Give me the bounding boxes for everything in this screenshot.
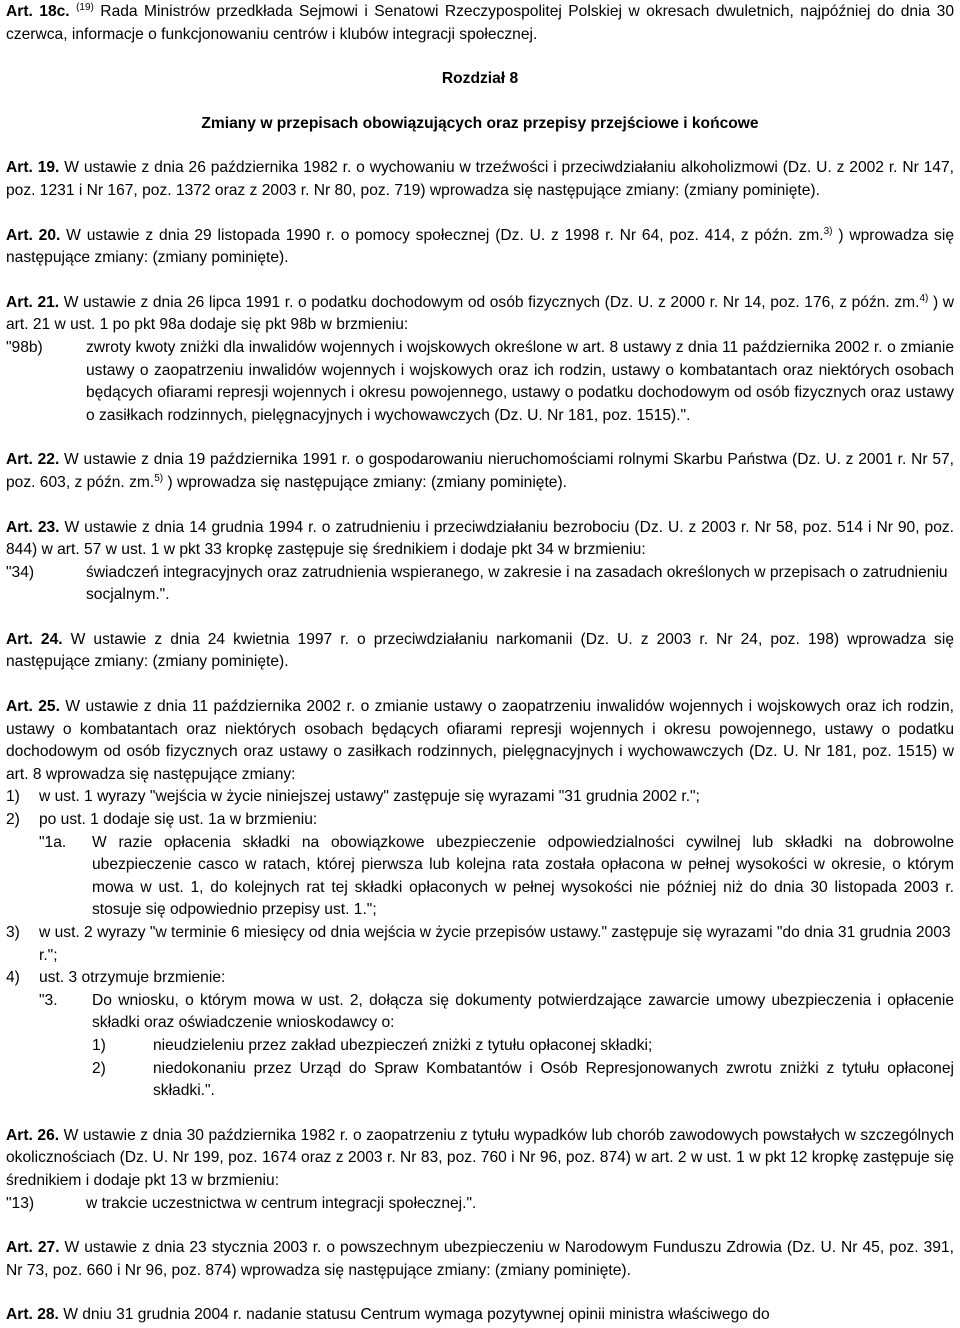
quote-label: "98b) <box>6 338 43 356</box>
quote-label: "13) <box>6 1194 35 1212</box>
art-21 <box>6 292 954 337</box>
quote-text: Do wniosku, o którym mowa w ust. 2, dołącza się dokumenty potwierdzające zawarcie umowy ubezpieczenia i opłacenie składki oraz oświadczenie wnioskodawcy o: <box>92 991 954 1032</box>
chapter-number: Rozdział 8 <box>441 70 519 88</box>
art-text-cont: ) wprowadza się następujące zmiany: (zmiany pominięte). <box>163 473 568 491</box>
art-27 <box>6 1237 954 1282</box>
point-text: nieudzieleniu przez zakład ubezpieczeń zniżki z tytułu opłaconej składki; <box>153 1036 653 1054</box>
quoted-provision <box>6 832 954 922</box>
art-26 <box>6 1125 954 1193</box>
list-item-label: 2) <box>6 811 20 829</box>
art-number: Art. 18c. <box>6 3 70 20</box>
quote-label: "1a. <box>39 833 67 851</box>
footnote-ref[interactable]: 3) <box>823 225 833 237</box>
quote-text: w trakcie uczestnictwa w centrum integracji społecznej.". <box>86 1194 477 1212</box>
quote-label: "3. <box>39 991 58 1009</box>
quoted-provision <box>6 337 954 427</box>
list-item <box>6 809 954 832</box>
art-28 <box>6 1304 954 1327</box>
list-item <box>6 922 954 967</box>
list-item-label: 4) <box>6 969 20 987</box>
point-label: 2) <box>92 1059 106 1077</box>
art-22 <box>6 449 954 494</box>
art-text: W ustawie z dnia 26 lipca 1991 r. o podatku dochodowym od osób fizycznych (Dz. U. z 2000 r. Nr 14, poz. 176, z późn. zm. <box>59 293 920 311</box>
list-item-text: po ust. 1 dodaje się ust. 1a w brzmieniu: <box>39 811 318 829</box>
list-item <box>6 967 954 990</box>
art-24 <box>6 629 954 674</box>
art-25 <box>6 696 954 786</box>
art-23 <box>6 517 954 562</box>
art-text-cont: ) w art. 21 w ust. 1 po pkt 98a dodaje się pkt 98b w brzmieniu: <box>6 293 954 334</box>
art-text: W ustawie z dnia 30 października 1982 r. o zaopatrzeniu z tytułu wypadków lub chorób zawodowych powstałych w szczególnych okolicznościach (Dz. U. Nr 199, poz. 1674 oraz z 2003 r. Nr 83, poz. 760 i Nr 96, poz. 874) w art. 2 w ust. 1 w pkt 12 kropkę zastępuje się średnikiem i dodaje pkt 13 w brzmieniu: <box>6 1126 954 1189</box>
footnote-ref[interactable]: 5) <box>154 472 164 484</box>
list-item <box>6 786 954 809</box>
art-number: Art. 25. <box>6 698 60 716</box>
art-number: Art. 26. <box>6 1126 60 1144</box>
list-item-text: w ust. 1 wyrazy "wejścia w życie niniejszej ustawy" zastępuje się wyrazami "31 grudnia 2002 r."; <box>39 788 700 806</box>
list-item-label: 3) <box>6 924 20 941</box>
footnote-ref[interactable]: 4) <box>919 292 929 304</box>
quoted-provision <box>6 990 954 1035</box>
quote-text: zwroty kwoty zniżki dla inwalidów wojennych i wojskowych określone w art. 8 ustawy z dnia 11 października 2002 r. o zmianie ustawy o zaopatrzeniu inwalidów wojennych i wojskowych oraz ich rodzin, ustawy o kombatantach oraz niektórych osobach będących ofiarami represji wojennych i okresu powojennego, ustawy o podatku dochodowym od osób fizycznych oraz ustawy o zasiłkach rodzinnych, pielęgnacyjnych i wychowawczych (Dz. U. Nr 181, poz. 1515).". <box>86 338 954 424</box>
point-text: niedokonaniu przez Urząd do Spraw Kombatantów i Osób Represjonowanych zwrotu zniżki z tytułu opłaconej składki.". <box>153 1059 954 1100</box>
art-text: W ustawie z dnia 11 października 2002 r. o zmianie ustawy o zaopatrzeniu inwalidów wojennych i wojskowych oraz ich rodzin, ustawy o kombatantach oraz niektórych osobach będących ofiarami represji wojennych i okresu powojennego, ustawy o podatku dochodowym od osób fizycznych oraz ustawy o zasiłkach rodzinnych, pielęgnacyjnych i wychowawczych (Dz. U. Nr 181, poz. 1515) w art. 8 wprowadza się następujące zmiany: <box>6 698 954 783</box>
art-text: W ustawie z dnia 26 października 1982 r. o wychowaniu w trzeźwości i przeciwdziałaniu alkoholizmowi (Dz. U. z 2002 r. Nr 147, poz. 1231 i Nr 167, poz. 1372 oraz z 2003 r. Nr 80, poz. 719) wprowadza się następujące zmiany: (zmiany pominięte). <box>6 159 954 199</box>
art-text: W ustawie z dnia 23 stycznia 2003 r. o powszechnym ubezpieczeniu w Narodowym Funduszu Zdrowia (Dz. U. Nr 45, poz. 391, Nr 73, poz. 660 i Nr 96, poz. 874) wprowadza się następujące zmiany: (zmiany pominięte). <box>6 1239 954 1279</box>
art-number: Art. 21. <box>6 293 60 311</box>
art-text-cont: ) wprowadza się następujące zmiany: (zmiany pominięte). <box>6 226 954 267</box>
art-text: W ustawie z dnia 29 listopada 1990 r. o pomocy społecznej (Dz. U. z 1998 r. Nr 64, poz. 414, z późn. zm. <box>60 226 824 244</box>
art-text: Rada Ministrów przedkłada Sejmowi i Senatowi Rzeczypospolitej Polskiej w okresach dwuletnich, najpóźniej do dnia 30 czerwca, informacje o funkcjonowaniu centrów i klubów integracji społecznej. <box>6 3 954 43</box>
list-item-text: ust. 3 otrzymuje brzmienie: <box>39 969 226 987</box>
art-19 <box>6 157 954 202</box>
art-20 <box>6 225 954 270</box>
list-item-label: 1) <box>6 788 20 806</box>
quoted-provision <box>6 562 954 607</box>
chapter-title: Zmiany w przepisach obowiązujących oraz przepisy przejściowe i końcowe <box>201 114 759 132</box>
quoted-point <box>6 1035 954 1058</box>
art-text: W dniu 31 grudnia 2004 r. nadanie statusu Centrum wymaga pozytywnej opinii ministra właściwego do <box>58 1306 770 1324</box>
art-18c <box>6 1 954 46</box>
quoted-point <box>6 1058 954 1103</box>
art-text: W ustawie z dnia 24 kwietnia 1997 r. o przeciwdziałaniu narkomanii (Dz. U. z 2003 r. Nr 24, poz. 198) wprowadza się następujące zmiany: (zmiany pominięte). <box>6 630 954 671</box>
list-item-text: w ust. 2 wyrazy "w terminie 6 miesięcy od dnia wejścia w życie przepisów ustawy." zastępuje się wyrazami "do dnia 31 grudnia 2003 r."; <box>39 924 951 964</box>
point-label: 1) <box>92 1036 106 1054</box>
footnote-ref[interactable]: (19) <box>76 2 94 13</box>
art-number: Art. 28. <box>6 1306 59 1324</box>
art-number: Art. 20. <box>6 226 61 244</box>
art-number: Art. 22. <box>6 451 60 469</box>
quote-text: świadczeń integracyjnych oraz zatrudnienia wspieranego, w zakresie i na zasadach określonych w przepisach o zatrudnieniu socjalnym.". <box>86 563 948 604</box>
art-text: W ustawie z dnia 19 października 1991 r. o gospodarowaniu nieruchomościami rolnymi Skarbu Państwa (Dz. U. z 2001 r. Nr 57, poz. 603, z późn. zm. <box>6 451 954 491</box>
quoted-provision <box>6 1193 954 1216</box>
art-number: Art. 24. <box>6 630 63 648</box>
art-number: Art. 23. <box>6 518 60 536</box>
art-number: Art. 27. <box>6 1239 60 1257</box>
quote-text: W razie opłacenia składki na obowiązkowe ubezpieczenie odpowiedzialności cywilnej lub składki na dobrowolne ubezpieczenie casco w ratach, której pierwsza lub kolejna rata została opłacona w pełnej wysokości w okresie, o którym mowa w ust. 1, do kolejnych rat tej składki opłaconych w pełnej wysokości nie później niż do dnia 30 listopada 2003 r. stosuje się odpowiednio przepisy ust. 1."; <box>92 833 954 919</box>
art-number: Art. 19. <box>6 159 60 177</box>
art-text: W ustawie z dnia 14 grudnia 1994 r. o zatrudnieniu i przeciwdziałaniu bezrobociu (Dz. U. z 2003 r. Nr 58, poz. 514 i Nr 90, poz. 844) w art. 57 w ust. 1 w pkt 33 kropkę zastępuje się średnikiem i dodaje pkt 34 w brzmieniu: <box>6 518 954 559</box>
quote-label: "34) <box>6 563 35 581</box>
